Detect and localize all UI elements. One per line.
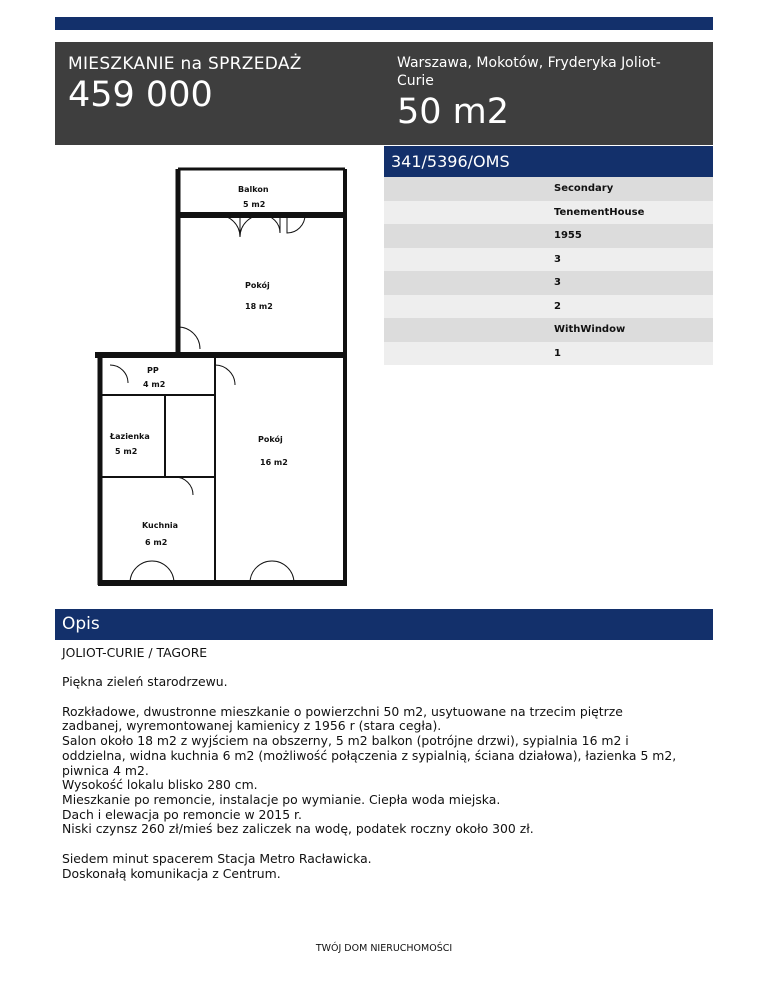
description-body: [62, 646, 712, 881]
param-row: Secondary: [384, 177, 713, 201]
listing-type: MIESZKANIE na SPRZEDAŻ: [68, 54, 302, 74]
param-row: 3: [384, 271, 713, 295]
footer-brand: TWÓJ DOM NIERUCHOMOŚCI: [315, 943, 453, 954]
reference-number: 341/5396/OMS: [384, 146, 713, 177]
param-row: WithWindow: [384, 318, 713, 342]
price: 459 000: [68, 75, 213, 115]
description-line: Rozkładowe, dwustronne mieszkanie o powierzchni 50 m2, usytuowane na trzecim piętrze: [62, 703, 623, 719]
param-row: 3: [384, 248, 713, 272]
description-line: Piękna zieleń starodrzewu.: [62, 674, 228, 690]
floor-plan: [90, 165, 350, 590]
param-row: 2: [384, 295, 713, 319]
description-line: Doskonałą komunikacja z Centrum.: [62, 865, 281, 881]
room-size: 18 m2: [245, 302, 273, 311]
description-line: piwnica 4 m2.: [62, 762, 149, 778]
location: Warszawa, Mokotów, Fryderyka Joliot-Curie: [397, 55, 661, 89]
room-label: Pokój: [245, 281, 270, 290]
room-size: 4 m2: [143, 380, 166, 389]
description-line: Niski czynsz 260 zł/mieś bez zaliczek na wodę, podatek roczny około 300 zł.: [62, 821, 534, 837]
area: 50 m2: [397, 92, 510, 132]
room-size: 5 m2: [115, 447, 138, 456]
room-size: 16 m2: [260, 458, 288, 467]
room-label: Łazienka: [110, 432, 150, 441]
description-line: Mieszkanie po remoncie, instalacje po wymianie. Ciepła woda miejska.: [62, 792, 501, 807]
description-line: zadbanej, wyremontowanej kamienicy z 1956 r (stara cegła).: [62, 718, 442, 734]
room-label: PP: [147, 366, 159, 375]
room-label: Balkon: [238, 185, 269, 194]
description-line: oddzielna, widna kuchnia 6 m2 (możliwość połączenia z sypialnią, ściana działowa), łazienka 5 m2,: [62, 747, 677, 763]
listing-header: [55, 42, 713, 145]
room-label: Kuchnia: [142, 521, 179, 530]
description-heading: Opis: [55, 609, 713, 640]
param-row: TenementHouse: [384, 201, 713, 225]
param-row: 1: [384, 342, 713, 366]
description-line: Siedem minut spacerem Stacja Metro Racławicka.: [62, 850, 372, 866]
description-line: JOLIOT-CURIE / TAGORE: [62, 645, 208, 660]
param-row: 1955: [384, 224, 713, 248]
top-accent-bar: [55, 17, 713, 30]
parameters-table: [384, 177, 713, 365]
description-line: Salon około 18 m2 z wyjściem na obszerny, 5 m2 balkon (potrójne drzwi), sypialnia 16 m2 i: [62, 733, 629, 749]
description-line: Wysokość lokalu blisko 280 cm.: [62, 777, 258, 793]
room-size: 6 m2: [145, 538, 168, 547]
room-label: Pokój: [258, 435, 283, 444]
room-size: 5 m2: [243, 200, 266, 209]
description-line: Dach i elewacja po remoncie w 2015 r.: [62, 806, 302, 822]
